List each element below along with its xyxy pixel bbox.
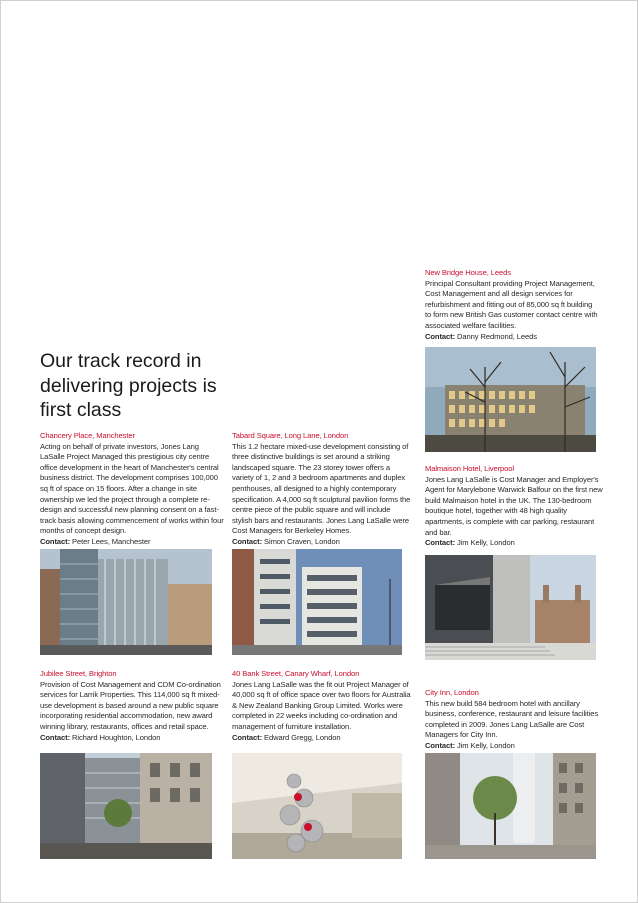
project-title: 40 Bank Street, Canary Wharf, London xyxy=(232,669,360,678)
project-description: Provision of Cost Management and CDM Co-ordination services for Larrik Properties. This 114,000 sq ft mixed-use development is based around a new public square incorporating residential accommodation, new award winning library, restaurants, offices and retail space. xyxy=(40,679,221,731)
project-contact: Contact: Peter Lees, Manchester xyxy=(40,536,151,546)
project-title: Chancery Place, Manchester xyxy=(40,431,135,440)
project-contact: Contact: Simon Craven, London xyxy=(232,536,340,546)
photo-new-bridge-house xyxy=(425,347,596,452)
photo-jubilee-street xyxy=(40,753,212,859)
project-malmaison-hotel xyxy=(425,464,603,549)
project-40-bank-street xyxy=(232,669,412,743)
project-title: City Inn, London xyxy=(425,688,479,697)
project-contact: Contact: Richard Houghton, London xyxy=(40,732,161,742)
project-contact: Contact: Jim Kelly, London xyxy=(425,740,515,750)
project-tabard-square xyxy=(232,431,412,548)
photo-malmaison-hotel xyxy=(425,555,596,660)
project-description: Acting on behalf of private investors, Jones Lang LaSalle Project Managed this prestigious city centre office development in the heart of Manchester's central business district. The development comprises 100,000 sq ft of space on 15 floors. After a change in site ownership we led the project through a complete re-design and successful new planning consent on a fast-track basis allowing commencement of works within four months of concept design. xyxy=(40,441,224,536)
project-title: Tabard Square, Long Lane, London xyxy=(232,431,349,440)
project-contact: Contact: Jim Kelly, London xyxy=(425,538,515,548)
project-description: This new build 584 bedroom hotel with ancillary business, conference, restaurant and leisure facilities completed in 2009. Jones Lang LaSalle are Cost Managers for City Inn. xyxy=(425,698,599,740)
project-new-bridge xyxy=(425,268,600,342)
project-description: Jones Lang LaSalle is Cost Manager and Employer's Agent for Marylebone Warwick Balfour on the first new build Malmaison hotel in the UK. The 130-bedroom boutique hotel, together with 48 high quality apartments, is complete with car parking, restaurant and bar. xyxy=(425,474,603,537)
photo-city-inn xyxy=(425,753,596,859)
project-city-inn xyxy=(425,688,603,752)
project-description: Principal Consultant providing Project Management, Cost Management and all design services for refurbishment and fitting out of 85,000 sq ft building to form new British Gas customer contact centre with associated welfare facilities. xyxy=(425,278,598,330)
project-chancery-place xyxy=(40,431,225,548)
page-heading: Our track record in delivering projects is first class xyxy=(40,350,217,421)
photo-40-bank-street xyxy=(232,753,402,859)
photo-chancery-place xyxy=(40,549,212,655)
project-title: New Bridge House, Leeds xyxy=(425,268,511,277)
photo-tabard-square xyxy=(232,549,402,655)
project-contact: Contact: Danny Redmond, Leeds xyxy=(425,331,537,341)
project-title: Jubilee Street, Brighton xyxy=(40,669,117,678)
project-title: Malmaison Hotel, Liverpool xyxy=(425,464,514,473)
project-jubilee-street xyxy=(40,669,225,743)
project-description: Jones Lang LaSalle was the fit out Project Manager of 40,000 sq ft of office space over two floors for Australia & New Zealand Banking Group Limited. Works were completed in 22 weeks including co-ordination and management of furniture installation. xyxy=(232,679,411,731)
project-contact: Contact: Edward Gregg, London xyxy=(232,732,341,742)
project-description: This 1.2 hectare mixed-use development consisting of three distinctive buildings is set around a striking landscaped square. The 23 storey tower offers a variety of 1, 2 and 3 bedroom apartments and duplex penthouses, all designed to a highly contemporary specification. A 4,000 sq ft sculptural pavilion forms the centre piece of the public square and will include stylish bars and restaurants. Jones Lang LaSalle were Cost Managers for Berkeley Homes. xyxy=(232,441,411,536)
